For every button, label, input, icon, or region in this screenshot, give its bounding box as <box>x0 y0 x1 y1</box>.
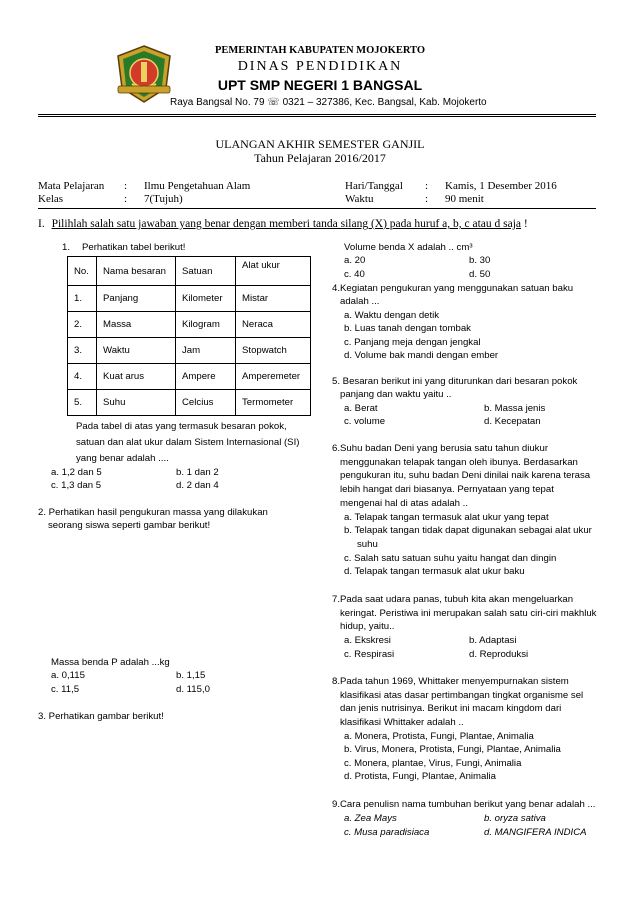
date-label: Hari/Tanggal <box>345 180 403 192</box>
q1-cell-no: 5. <box>68 390 97 416</box>
q1-option-c: c. 1,3 dan 5 <box>51 480 102 491</box>
header-address <box>170 97 487 109</box>
q1-cell-tool: Stopwatch <box>236 338 311 364</box>
q6-option-c: c. Salah satu satuan suhu yaitu hangat dan dingin <box>344 553 557 564</box>
instruction-numeral: I. <box>38 218 45 230</box>
q7-line2: keringat. Peristiwa ini merupakan salah satu ciri-ciri makhluk <box>340 608 597 619</box>
q1-table-header-no: No. <box>68 257 97 286</box>
q8-option-c: c. Monera, plantae, Virus, Fungi, Animalia <box>344 758 522 769</box>
q1-cell-unit: Kilogram <box>176 312 236 338</box>
q7-option-c: c. Respirasi <box>344 649 395 660</box>
volume-option-c: c. 40 <box>344 269 365 280</box>
q1-cell-no: 4. <box>68 364 97 390</box>
address-phone-area: 0321 – 327386, Kec. Bangsal, Kab. Mojokerto <box>282 97 487 108</box>
q1-cell-name: Panjang <box>97 286 176 312</box>
q5-option-c: c. volume <box>344 416 386 427</box>
q2-option-c: c. 11,5 <box>51 684 80 695</box>
q5-line1: 5. Besaran berikut ini yang diturunkan dari besaran pokok <box>332 376 578 387</box>
q1-after-line2: satuan dan alat ukur dalam Sistem Internasional (SI) <box>76 437 300 448</box>
class-value: 7(Tujuh) <box>144 193 183 205</box>
date-colon: : <box>425 180 429 192</box>
q8-option-d: d. Protista, Fungi, Plantae, Animalia <box>344 771 496 782</box>
q4-line2: adalah ... <box>340 296 380 307</box>
instruction-end: ! <box>521 218 528 230</box>
q5-option-b: b. Massa jenis <box>484 403 546 414</box>
subject-value: Ilmu Pengetahuan Alam <box>144 180 251 192</box>
instruction <box>38 217 528 231</box>
q1-cell-tool: Termometer <box>236 390 311 416</box>
table-row <box>68 364 311 390</box>
q8-line1: 8.Pada tahun 1969, Whittaker menyempurnakan sistem <box>332 676 569 687</box>
volume-option-d: d. 50 <box>469 269 491 280</box>
q2-line1: 2. Perhatikan hasil pengukuran massa yang dilakukan <box>38 507 268 518</box>
subject-label: Mata Pelajaran <box>38 180 105 192</box>
q1-table-header-row <box>68 257 311 286</box>
q4-option-c: c. Panjang meja dengan jengkal <box>344 337 481 348</box>
q9-option-b: b. oryza sativa <box>484 813 546 824</box>
q2-line2: seorang siswa seperti gambar berikut! <box>48 520 211 531</box>
q1-text: Perhatikan tabel berikut! <box>82 242 186 253</box>
class-label: Kelas <box>38 193 64 205</box>
subject-colon: : <box>124 180 128 192</box>
q5-option-d: d. Kecepatan <box>484 416 541 427</box>
q2-option-a: a. 0,115 <box>51 670 85 681</box>
q4-option-a: a. Waktu dengan detik <box>344 310 440 321</box>
header-divider-bottom <box>38 116 596 117</box>
q8-option-b: b. Virus, Monera, Protista, Fungi, Plantae, Animalia <box>344 744 561 755</box>
q1-cell-name: Kuat arus <box>97 364 176 390</box>
header-school-name: UPT SMP NEGERI 1 BANGSAL <box>217 77 423 93</box>
q1-option-b: b. 1 dan 2 <box>176 467 219 478</box>
q1-table-header-tool: Alat ukur <box>236 257 311 286</box>
q1-number: 1. <box>62 242 71 253</box>
q1-table-header-name: Nama besaran <box>97 257 176 286</box>
q1-cell-tool: Mistar <box>236 286 311 312</box>
q1-after-line1: Pada tabel di atas yang termasuk besaran pokok, <box>76 421 287 432</box>
volume-option-a: a. 20 <box>344 255 366 266</box>
q1-cell-tool: Amperemeter <box>236 364 311 390</box>
q2-stem: Massa benda P adalah ...kg <box>51 657 170 668</box>
header-government-name: PEMERINTAH KABUPATEN MOJOKERTO <box>214 45 426 56</box>
q7-option-d: d. Reproduksi <box>469 649 529 660</box>
q1-cell-tool: Neraca <box>236 312 311 338</box>
q6-line2: menggunakan telapak tangan oleh ibunya. Berdasarkan <box>340 457 578 468</box>
header-divider-top <box>38 114 596 115</box>
q9-line1: 9.Cara penulisn nama tumbuhan berikut yang benar adalah ... <box>332 799 596 810</box>
q6-option-d: d. Telapak tangan termasuk alat ukur baku <box>344 566 525 577</box>
q1-after-line3: yang benar adalah .... <box>76 453 169 464</box>
q1-option-a: a. 1,2 dan 5 <box>51 467 102 478</box>
q8-line4: klasifikasi Whittaker adalah .. <box>340 717 464 728</box>
q4-option-d: d. Volume bak mandi dengan ember <box>344 350 499 361</box>
q8-line3: dan jenis nutrisinya. Berikut ini macam kingdom dari <box>340 703 562 714</box>
phone-icon: ☏ <box>267 97 280 108</box>
q4-line1: 4.Kegiatan pengukuran yang menggunakan satuan baku <box>332 283 574 294</box>
info-divider <box>38 208 596 209</box>
regency-emblem-logo <box>114 44 174 104</box>
q2-option-d: d. 115,0 <box>176 684 210 695</box>
q1-cell-unit: Jam <box>176 338 236 364</box>
q9-option-d: d. MANGIFERA INDICA <box>484 827 587 838</box>
q1-option-d: d. 2 dan 4 <box>176 480 219 491</box>
exam-year: Tahun Pelajaran 2016/2017 <box>254 151 386 165</box>
q1-table <box>67 256 311 416</box>
q1-cell-name: Suhu <box>97 390 176 416</box>
q6-line5: mengenai hal di atas adalah .. <box>340 498 469 509</box>
q1-cell-unit: Celcius <box>176 390 236 416</box>
q1-cell-unit: Ampere <box>176 364 236 390</box>
header-department: DINAS PENDIDIKAN <box>237 59 403 74</box>
q1-table-header-unit: Satuan <box>176 257 236 286</box>
q6-option-b: b. Telapak tangan tidak dapat digunakan sebagai alat ukur <box>344 525 592 536</box>
q1-cell-unit: Kilometer <box>176 286 236 312</box>
table-row <box>68 390 311 416</box>
q8-line2: klasifikasi atas dasar pertimbangan tingkat organisme sel <box>340 690 584 701</box>
q7-line1: 7.Pada saat udara panas, tubuh kita akan mengeluarkan <box>332 594 574 605</box>
q6-option-a: a. Telapak tangan termasuk alat ukur yang tepat <box>344 512 549 523</box>
q5-option-a: a. Berat <box>344 403 378 414</box>
q8-option-a: a. Monera, Protista, Fungi, Plantae, Animalia <box>344 731 534 742</box>
q7-option-a: a. Ekskresi <box>344 635 391 646</box>
q3-line1: 3. Perhatikan gambar berikut! <box>38 711 164 722</box>
time-colon: : <box>425 193 429 205</box>
instruction-text: Pilihlah salah satu jawaban yang benar dengan memberi tanda silang (X) pada huruf a, b, c atau d saja <box>51 218 522 230</box>
address-street: Raya Bangsal No. 79 <box>170 97 265 108</box>
table-row <box>68 286 311 312</box>
q1-cell-no: 2. <box>68 312 97 338</box>
q1-cell-name: Waktu <box>97 338 176 364</box>
q2-option-b: b. 1,15 <box>176 670 206 681</box>
time-value: 90 menit <box>445 193 484 205</box>
q1-cell-no: 3. <box>68 338 97 364</box>
exam-title: ULANGAN AKHIR SEMESTER GANJIL <box>215 137 425 151</box>
q6-line1: 6.Suhu badan Deni yang berusia satu tahun diukur <box>332 443 549 454</box>
volume-question: Volume benda X adalah .. cm³ <box>344 242 473 253</box>
volume-option-b: b. 30 <box>469 255 491 266</box>
q6-option-b-cont: suhu <box>357 539 378 550</box>
q5-line2: panjang dan waktu yaitu .. <box>340 389 452 400</box>
date-value: Kamis, 1 Desember 2016 <box>445 180 557 192</box>
q6-line3: pengukuran itu, suhu badan Deni dinilai naik karena terasa <box>340 470 591 481</box>
q7-line3: hidup, yaitu.. <box>340 621 395 632</box>
q7-option-b: b. Adaptasi <box>469 635 517 646</box>
table-row <box>68 312 311 338</box>
table-row <box>68 338 311 364</box>
q9-option-a: a. Zea Mays <box>344 813 397 824</box>
q9-option-c: c. Musa paradisiaca <box>344 827 430 838</box>
class-colon: : <box>124 193 128 205</box>
q1-cell-name: Massa <box>97 312 176 338</box>
q4-option-b: b. Luas tanah dengan tombak <box>344 323 471 334</box>
time-label: Waktu <box>345 193 374 205</box>
q6-line4: lebih hangat dari biasanya. Pernyataan yang tepat <box>340 484 554 495</box>
q1-cell-no: 1. <box>68 286 97 312</box>
